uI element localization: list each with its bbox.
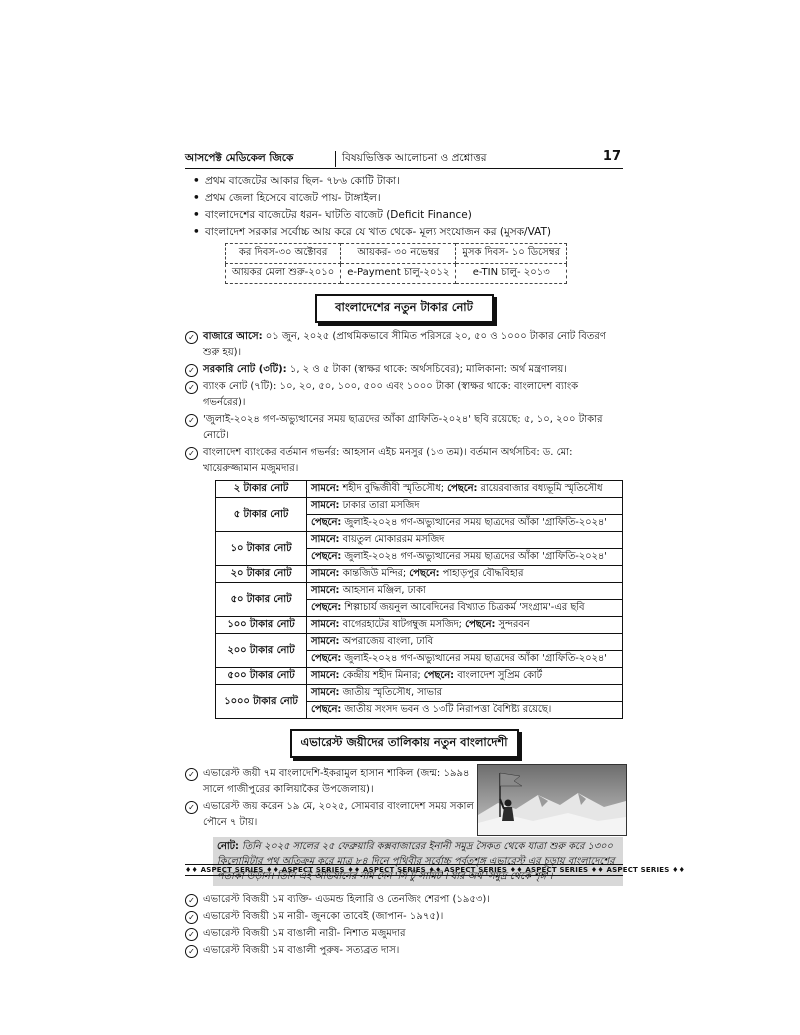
- item-text: এভারেস্ট জয় করেন ১৯ মে, ২০২৫, সোমবার বাংলাদেশ সময় সকাল পৌনে ৭ টায়।: [203, 801, 474, 828]
- list-item: [188, 892, 623, 908]
- table-cell: মুসক দিবস- ১০ ডিসেম্বর: [456, 244, 567, 264]
- list-item: [188, 379, 623, 411]
- check-circle-icon: ✓: [185, 768, 198, 781]
- description-cell: [307, 549, 623, 566]
- back-text: জুলাই-২০২৪ গণ-অভ্যুত্থানের সময় ছাত্রদের আঁকা 'গ্রাফিতি-২০২৪': [344, 653, 607, 664]
- front-text: ঢাকার তারা মসজিদ: [342, 500, 420, 511]
- description-cell: [307, 617, 623, 634]
- front-label: সামনে:: [311, 585, 340, 596]
- check-circle-icon: ✓: [185, 414, 198, 427]
- item-label: বাজারে আসে:: [203, 331, 263, 342]
- table-row: [216, 685, 623, 702]
- description-cell: [307, 600, 623, 617]
- item-text: এভারেস্ট বিজয়ী ১ম নারী- জুনকো তাবেই (জাপান- ১৯৭৫)।: [203, 911, 444, 922]
- denomination-cell: ৫০০ টাকার নোট: [216, 668, 307, 685]
- list-item: [188, 909, 623, 925]
- back-text: জাতীয় সংসদ ভবন ও ১৩টি নিরাপত্তা বৈশিষ্ট্য রয়েছে।: [344, 704, 552, 715]
- notes-section-title: বাংলাদেশের নতুন টাকার নোট: [315, 294, 494, 323]
- check-circle-icon: ✓: [185, 381, 198, 394]
- list-item: [188, 926, 623, 942]
- back-label: পেছনে:: [311, 551, 342, 562]
- item-text: এভারেস্ট বিজয়ী ১ম বাঙালী নারী- নিশাত মজুমদার: [203, 928, 406, 939]
- check-circle-icon: ✓: [185, 928, 198, 941]
- everest-firsts-list: [185, 892, 623, 959]
- table-row: [216, 566, 623, 583]
- note-label: নোট:: [217, 841, 239, 852]
- front-text: জাতীয় স্মৃতিসৌধ, সাভার: [342, 687, 443, 698]
- table-row: [216, 532, 623, 549]
- front-text: আহসান মঞ্জিল, ঢাকা: [342, 585, 426, 596]
- back-label: পেছনে:: [311, 602, 342, 613]
- description-cell: [307, 702, 623, 719]
- description-cell: [307, 634, 623, 651]
- front-text: শহীদ বুদ্ধিজীবী স্মৃতিসৌধ;: [342, 483, 445, 494]
- back-label: পেছনে:: [447, 483, 478, 494]
- tax-dates-table: [225, 243, 567, 284]
- table-cell: আয়কর মেলা শুরু-২০১০: [226, 264, 341, 284]
- front-label: সামনে:: [311, 687, 340, 698]
- back-text: সুন্দরবন: [498, 619, 530, 630]
- budget-bullet-list: [185, 173, 623, 241]
- back-label: পেছনে:: [409, 568, 440, 579]
- front-text: বাগেরহাটের ষাটগম্বুজ মসজিদ;: [342, 619, 462, 630]
- everest-section-title: এভারেস্ট জয়ীদের তালিকায় নতুন বাংলাদেশী: [290, 729, 519, 758]
- everest-section: [185, 766, 623, 831]
- denomination-cell: ২০ টাকার নোট: [216, 566, 307, 583]
- table-row: [216, 617, 623, 634]
- front-label: সামনে:: [311, 568, 340, 579]
- note-text: তিনি ২০২৫ সালের ২৫ ফেব্রুয়ারি কক্সবাজারের ইনানী সমুদ্র সৈকত থেকে যাত্রা শুরু করে ১৩০০ কিলোমিটার পথ অতিক্রম করে মাত্র ৮৪ দিনে পৃথিবীর সর্বোচ্চ পর্বতশৃঙ্গ এভারেস্ট এর চূড়ায় বাংলাদেশের পতাকা উড়ান। তিনি এই অভিযানের নাম দেন 'সি টু সামিট'। যার অর্থ 'সমুদ্র থেকে শৃঙ্গ'।: [217, 841, 615, 882]
- table-cell: আয়কর- ৩০ নভেম্বর: [341, 244, 456, 264]
- denomination-cell: ৫০ টাকার নোট: [216, 583, 307, 617]
- table-row: [226, 244, 567, 264]
- back-label: পেছনে:: [311, 653, 342, 664]
- item-text: 'জুলাই-২০২৪ গণ-অভ্যুত্থানের সময় ছাত্রদের আঁকা গ্রাফিতি-২০২৪' ছবি রয়েছে: ৫, ১০, ২০০ টাকার নোটে।: [203, 414, 603, 441]
- denomination-cell: ২ টাকার নোট: [216, 481, 307, 498]
- front-label: সামনে:: [311, 670, 340, 681]
- back-label: পেছনে:: [311, 704, 342, 715]
- back-text: শিল্পাচার্য জয়নুল আবেদিনের বিখ্যাত চিত্রকর্ম 'সংগ্রাম'-এর ছবি: [344, 602, 585, 613]
- section-title: বিষয়ভিত্তিক আলোচনা ও প্রশ্নোত্তর: [335, 151, 487, 167]
- everest-fact-list: [185, 766, 493, 831]
- front-text: বায়তুল মোকাররম মসজিদ: [342, 534, 445, 545]
- denomination-cell: ৫ টাকার নোট: [216, 498, 307, 532]
- book-title: আসপেক্ট মেডিকেল জিকে: [185, 152, 294, 164]
- back-label: পেছনে:: [465, 619, 496, 630]
- list-item: [188, 412, 623, 444]
- check-circle-icon: ✓: [185, 945, 198, 958]
- back-text: রায়েরবাজার বধ্যভূমি স্মৃতিসৌধ: [480, 483, 603, 494]
- page: [185, 148, 686, 960]
- item-text: এভারেস্ট জয়ী ৭ম বাংলাদেশি-ইকরামুল হাসান শাকিল (জন্ম: ১৯৯৪ সালে গাজীপুরের কালিয়াকৈর উপজেলায়)।: [203, 768, 470, 795]
- front-text: কান্তজিউ মন্দির;: [342, 568, 407, 579]
- list-item: [188, 766, 493, 798]
- front-label: সামনে:: [311, 534, 340, 545]
- item-text: এভারেস্ট বিজয়ী ১ম বাঙালী পুরুষ- সত্যব্রত দাস।: [203, 945, 400, 956]
- denomination-cell: ২০০ টাকার নোট: [216, 634, 307, 668]
- description-cell: [307, 685, 623, 702]
- table-cell: কর দিবস-৩০ অক্টোবর: [226, 244, 341, 264]
- list-item: [188, 362, 623, 378]
- denomination-cell: ১০ টাকার নোট: [216, 532, 307, 566]
- item-text: এভারেস্ট বিজয়ী ১ম ব্যক্তি- এডমন্ড হিলারি ও তেনজিং শেরপা (১৯৫৩)।: [203, 894, 490, 905]
- table-row: [216, 634, 623, 651]
- back-label: পেছনে:: [423, 670, 455, 681]
- front-text: কেন্দ্রীয় শহীদ মিনার;: [342, 670, 421, 681]
- description-cell: [307, 532, 623, 549]
- list-item: • বাংলাদেশের বাজেটের ধরন- ঘাটতি বাজেট (Deficit Finance): [205, 207, 623, 224]
- description-cell: [307, 583, 623, 600]
- list-item: [188, 799, 493, 831]
- description-cell: [307, 668, 623, 685]
- check-circle-icon: ✓: [185, 364, 198, 377]
- description-cell: [307, 515, 623, 532]
- front-text: অপরাজেয় বাংলা, ঢাবি: [342, 636, 434, 647]
- climber-photo: [477, 764, 627, 836]
- page-number: 17: [602, 149, 621, 164]
- table-cell: e-Payment চালু-২০১২: [341, 264, 456, 284]
- list-item: • প্রথম বাজেটের আকার ছিল- ৭৮৬ কোটি টাকা।: [205, 173, 623, 190]
- back-label: পেছনে:: [311, 517, 342, 528]
- list-item: [188, 445, 623, 477]
- check-circle-icon: ✓: [185, 447, 198, 460]
- item-label: সরকারি নোট (৩টি):: [203, 364, 287, 375]
- back-text: পাহাড়পুর বৌদ্ধবিহার: [442, 568, 524, 579]
- page-header: [185, 148, 623, 169]
- check-circle-icon: ✓: [185, 911, 198, 924]
- item-text: ব্যাংক নোট (৭টি): ১০, ২০, ৫০, ১০০, ৫০০ এবং ১০০০ টাকা (স্বাক্ষর থাকে: বাংলাদেশ ব্যাংক গভর্নরের)।: [203, 381, 579, 408]
- list-item: [188, 329, 623, 361]
- description-cell: [307, 566, 623, 583]
- table-cell: e-TIN চালু- ২০১৩: [456, 264, 567, 284]
- description-cell: [307, 498, 623, 515]
- front-label: সামনে:: [311, 636, 340, 647]
- back-text: জুলাই-২০২৪ গণ-অভ্যুত্থানের সময় ছাত্রদের আঁকা 'গ্রাফিতি-২০২৪': [344, 517, 607, 528]
- back-text: জুলাই-২০২৪ গণ-অভ্যুত্থানের সময় ছাত্রদের আঁকা 'গ্রাফিতি-২০২৪': [344, 551, 607, 562]
- table-row: [226, 264, 567, 284]
- table-row: [216, 583, 623, 600]
- check-circle-icon: ✓: [185, 801, 198, 814]
- check-circle-icon: ✓: [185, 894, 198, 907]
- table-row: [216, 498, 623, 515]
- everest-note: [213, 837, 623, 886]
- back-text: বাংলাদেশ সুপ্রিম কোর্ট: [457, 670, 542, 681]
- item-text: বাংলাদেশ ব্যাংকের বর্তমান গভর্নর: আহসান এইচ মনসুর (১৩ তম)। বর্তমান অর্থসচিব: ড. মো: খায়েরুজ্জামান মজুমদার।: [203, 447, 573, 474]
- list-item: • বাংলাদেশ সরকার সর্বোচ্চ আয় করে যে খাত থেকে- মূল্য সংযোজন কর (মুসক/VAT): [205, 224, 623, 241]
- item-text: ১, ২ ও ৫ টাকা (স্বাক্ষর থাকে: অর্থসচিবের); মালিকানা: অর্থ মন্ত্রণালয়।: [286, 364, 567, 375]
- table-row: [216, 668, 623, 685]
- item-text: ০১ জুন, ২০২৫ (প্রাথমিকভাবে সীমিত পরিসরে ২০, ৫০ ও ১০০০ টাকার নোট বিতরণ শুরু হয়)।: [203, 331, 606, 358]
- table-row: [216, 481, 623, 498]
- list-item: • প্রথম জেলা হিসেবে বাজেট পায়- টাঙ্গাইল।: [205, 190, 623, 207]
- series-footer: ♦♦ ASPECT SERIES ♦♦ ASPECT SERIES ♦♦ ASPECT SERIES ♦♦ ASPECT SERIES ♦♦ ASPECT SERIES ♦♦ ASPECT SERIES ♦♦: [185, 866, 686, 874]
- front-label: সামনে:: [311, 483, 340, 494]
- front-label: সামনে:: [311, 500, 340, 511]
- front-label: সামনে:: [311, 619, 340, 630]
- list-item: [188, 943, 623, 959]
- denomination-cell: ১০০০ টাকার নোট: [216, 685, 307, 719]
- denomination-cell: ১০০ টাকার নোট: [216, 617, 307, 634]
- description-cell: [307, 651, 623, 668]
- description-cell: [307, 481, 623, 498]
- banknote-table: [215, 480, 623, 719]
- check-circle-icon: ✓: [185, 331, 198, 344]
- notes-fact-list: [185, 329, 623, 477]
